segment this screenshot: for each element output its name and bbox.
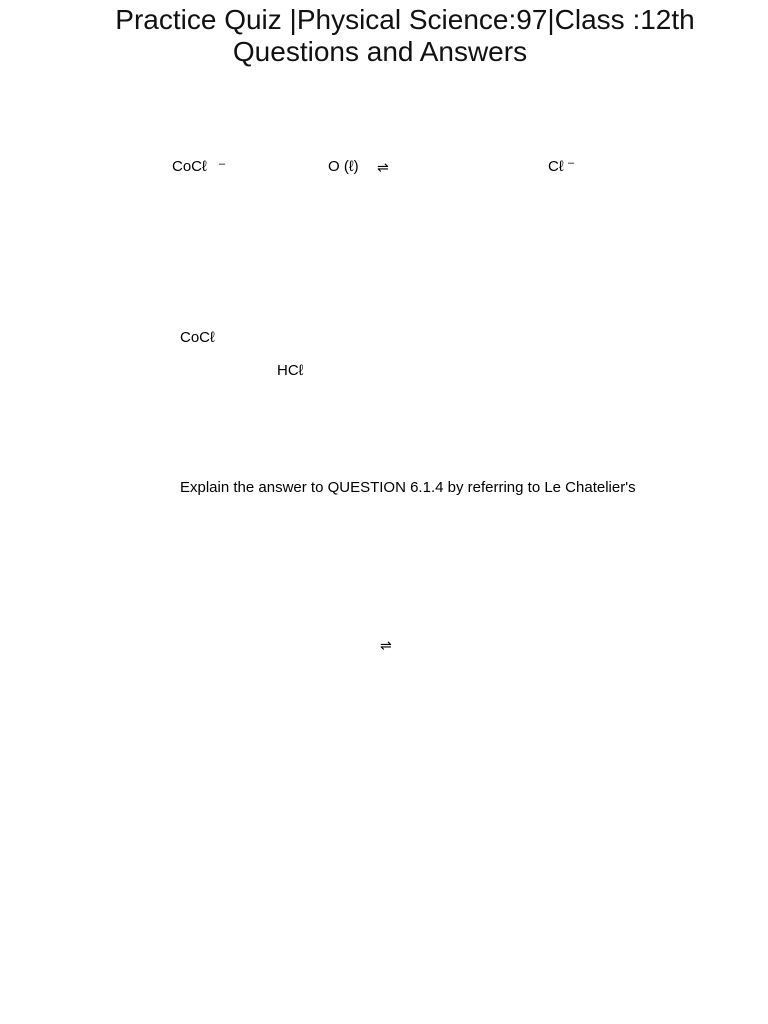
cocl-fragment: CoCℓ xyxy=(180,329,215,346)
equilibrium-arrow-icon-2: ⇌ xyxy=(380,638,392,654)
hcl-fragment: HCℓ xyxy=(277,362,304,379)
page-title xyxy=(0,4,768,68)
page-title-line-1: Practice Quiz |Physical Science:97|Class :12th xyxy=(115,4,695,35)
equation-product: Cℓ xyxy=(548,158,564,175)
equation-reactant: CoCℓ xyxy=(172,158,207,175)
equation-product-charge: – xyxy=(568,157,575,169)
equilibrium-arrow-icon: ⇌ xyxy=(377,160,389,176)
page-title-line-2: Questions and Answers xyxy=(232,36,528,67)
equation-water: O (ℓ) xyxy=(328,158,359,175)
equation-reactant-charge: – xyxy=(219,158,226,170)
question-text: Explain the answer to QUESTION 6.1.4 by referring to Le Chatelier's xyxy=(180,479,636,496)
